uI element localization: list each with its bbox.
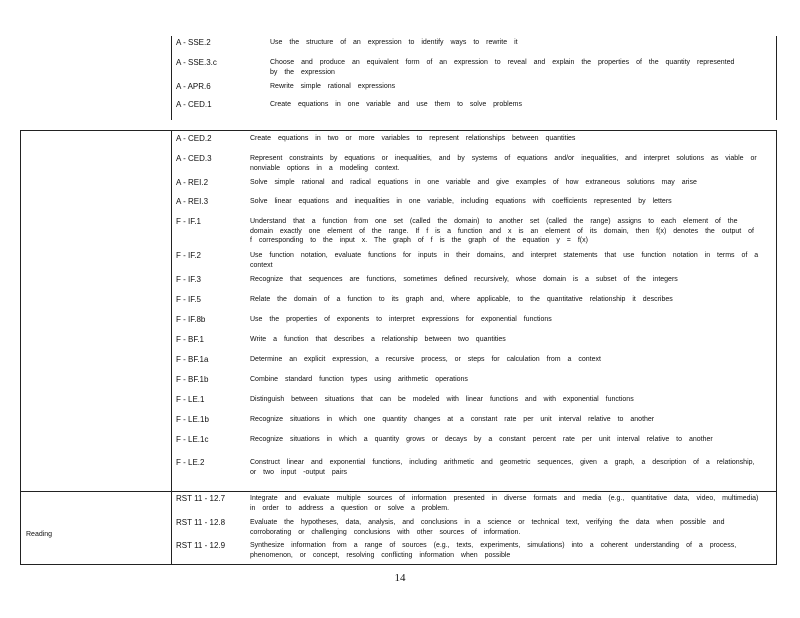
standard-code: F - BF.1a	[176, 355, 209, 364]
standard-code: A - REI.3	[176, 197, 209, 206]
standard-code: A - CED.3	[176, 154, 212, 163]
standard-description: Understand that a function from one set (called the domain) to another set (called the range) assigns to each element of the domain exactly one element of the range. If f is a function and x is an element of its domain, then f(x) denotes the output of f corresponding to the input x. The graph of f is the graph of the equation y = f(x)	[250, 218, 755, 244]
standard-description: Recognize that sequences are functions, sometimes defined recursively, whose domain is a subset of the integers	[250, 276, 678, 283]
main-table-right-rule	[776, 130, 777, 564]
standard-description: Synthesize information from a range of sources (e.g., texts, experiments, simulations) into a coherent understanding of a process, phenomenon, or concept, resolving conflicting information when possible	[250, 542, 737, 559]
standard-description: Integrate and evaluate multiple sources of information presented in diverse formats and media (e.g., quantitative data, video, multimedia) in order to address a question or solve a problem.	[250, 495, 759, 512]
standard-description: Solve simple rational and radical equations in one variable and give examples of how extraneous solutions may arise	[250, 179, 697, 186]
main-table-bottom-rule	[20, 564, 777, 565]
standard-description: Evaluate the hypotheses, data, analysis, and conclusions in a science or technical text, verifying the data when possible and corroborating or challenging conclusions with other sources of information.	[250, 519, 725, 536]
standard-code: A - SSE.3.c	[176, 58, 217, 67]
standard-description: Use the properties of exponents to interpret expressions for exponential functions	[250, 316, 552, 323]
standard-code: RST 11 - 12.9	[176, 541, 226, 550]
standard-code: F - IF.3	[176, 275, 201, 284]
standard-description: Represent constraints by equations or inequalities, and by systems of equations and/or inequalities, and interpret solutions as viable or nonviable options in a modeling context.	[250, 155, 757, 172]
standard-code: A - REI.2	[176, 178, 209, 187]
standard-code: F - LE.1b	[176, 415, 209, 424]
standard-description: Determine an explicit expression, a recursive process, or steps for calculation from a context	[250, 356, 601, 363]
main-table-top-rule	[20, 130, 777, 131]
standard-code: RST 11 - 12.8	[176, 518, 226, 527]
standard-code: F - BF.1b	[176, 375, 209, 384]
standard-code: A - CED.1	[176, 100, 212, 109]
standard-code: A - APR.6	[176, 82, 211, 91]
standard-code: RST 11 - 12.7	[176, 494, 226, 503]
standard-code: F - IF.1	[176, 217, 201, 226]
standard-description: Rewrite simple rational expressions	[270, 83, 396, 90]
top-table-right-rule	[776, 36, 777, 120]
standard-code: F - BF.1	[176, 335, 205, 344]
standard-code: F - LE.1c	[176, 435, 209, 444]
reading-section-rule	[20, 491, 777, 492]
standard-code: F - IF.2	[176, 251, 201, 260]
reading-category-label: Reading	[26, 531, 53, 538]
standard-description: Use function notation, evaluate functions for inputs in their domains, and interpret statements that use function notation in terms of a context	[250, 252, 759, 269]
standard-description: Write a function that describes a relationship between two quantities	[250, 336, 506, 343]
standard-description: Use the structure of an expression to identify ways to rewrite it	[270, 39, 518, 46]
standard-code: F - IF.8b	[176, 315, 206, 324]
standard-code: F - LE.1	[176, 395, 205, 404]
standard-description: Combine standard function types using arithmetic operations	[250, 376, 468, 383]
top-table-left-rule	[171, 36, 172, 120]
standard-description: Recognize situations in which one quantity changes at a constant rate per unit interval relative to another	[250, 416, 655, 423]
standard-description: Choose and produce an equivalent form of an expression to reveal and explain the properties of the quantity represented by the expression	[270, 59, 735, 76]
standard-description: Recognize situations in which a quantity grows or decays by a constant percent rate per unit interval relative to another	[250, 436, 713, 443]
page-number: 14	[394, 572, 406, 584]
standard-description: Relate the domain of a function to its graph and, where applicable, to the quantitative relationship it describes	[250, 296, 673, 303]
standard-code: A - CED.2	[176, 134, 212, 143]
standard-description: Distinguish between situations that can be modeled with linear functions and with exponential functions	[250, 396, 634, 403]
standard-description: Construct linear and exponential functions, including arithmetic and geometric sequences, given a graph, a description of a relationship, or two input -output pairs	[250, 459, 755, 476]
standard-code: F - IF.5	[176, 295, 201, 304]
main-table-column-rule	[171, 130, 172, 564]
standard-code: F - LE.2	[176, 458, 205, 467]
standard-description: Create equations in two or more variables to represent relationships between quantities	[250, 135, 576, 142]
standard-description: Solve linear equations and inequalities in one variable, including equations with coefficients represented by letters	[250, 198, 672, 205]
main-table-left-rule	[20, 130, 21, 564]
standard-code: A - SSE.2	[176, 38, 211, 47]
standard-description: Create equations in one variable and use them to solve problems	[270, 101, 522, 108]
